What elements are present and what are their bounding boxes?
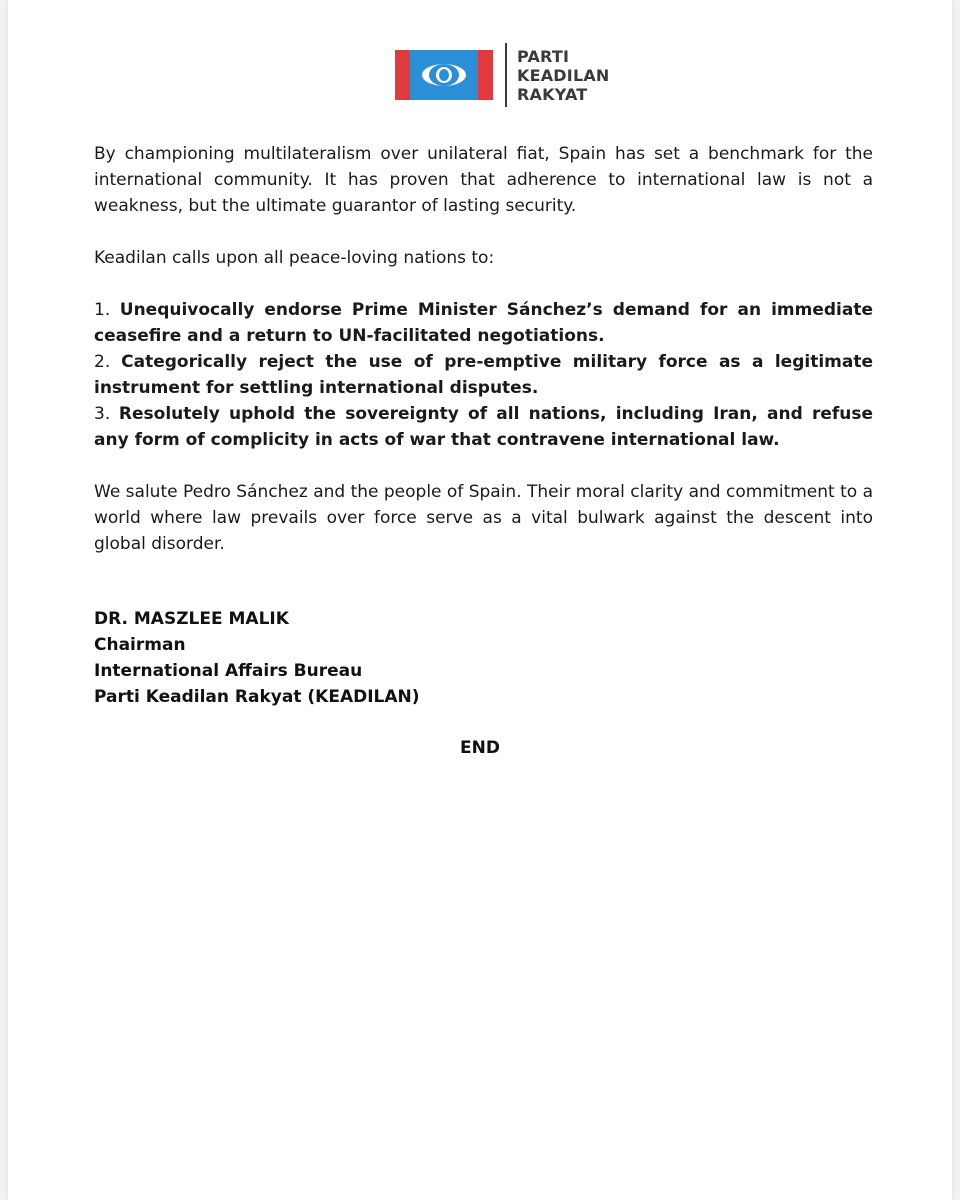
list-number: 1. [94, 300, 111, 320]
signatory-name: DR. MASZLEE MALIK [94, 609, 289, 629]
party-logo [395, 43, 610, 107]
list-item-3 [94, 401, 873, 453]
logo-line-1: PARTI [517, 46, 570, 66]
list-item-text: Categorically reject the use of pre-emptive military force as a legitimate instrument for settling international disputes. [94, 352, 873, 398]
signatory-bureau: International Affairs Bureau [94, 661, 363, 681]
paragraph-multilateralism: By championing multilateralism over unilateral fiat, Spain has set a benchmark for the international community. It has proven that adherence to international law is not a weakness, but the ultimate guarantor of lasting security. [94, 144, 873, 216]
paragraph-salute: We salute Pedro Sánchez and the people of Spain. Their moral clarity and commitment to a world where law prevails over force serve as a vital bulwark against the descent into global disorder. [94, 482, 873, 554]
list-number: 3. [94, 404, 111, 424]
signatory-party: Parti Keadilan Rakyat (KEADILAN) [94, 687, 420, 707]
logo-line-2: KEADILAN [517, 65, 610, 85]
signature-block [94, 606, 420, 710]
statement-body [94, 141, 873, 557]
paragraph-call-to-nations: Keadilan calls upon all peace-loving nations to: [94, 248, 495, 268]
list-item-text: Unequivocally endorse Prime Minister Sánchez’s demand for an immediate ceasefire and a return to UN-facilitated negotiations. [94, 300, 873, 346]
keadilan-eye-logo-icon [395, 50, 493, 100]
list-number: 2. [94, 352, 111, 372]
end-marker: END [460, 738, 500, 758]
logo-divider [505, 43, 507, 107]
logo-line-3: RAKYAT [517, 84, 588, 104]
list-item-text: Resolutely uphold the sovereignty of all nations, including Iran, and refuse any form of complicity in acts of war that contravene international law. [94, 404, 874, 450]
list-item-2 [94, 349, 873, 401]
list-item-1 [94, 297, 873, 349]
signatory-title: Chairman [94, 635, 186, 655]
logo-wordmark [517, 47, 610, 104]
document-page [8, 0, 952, 1200]
